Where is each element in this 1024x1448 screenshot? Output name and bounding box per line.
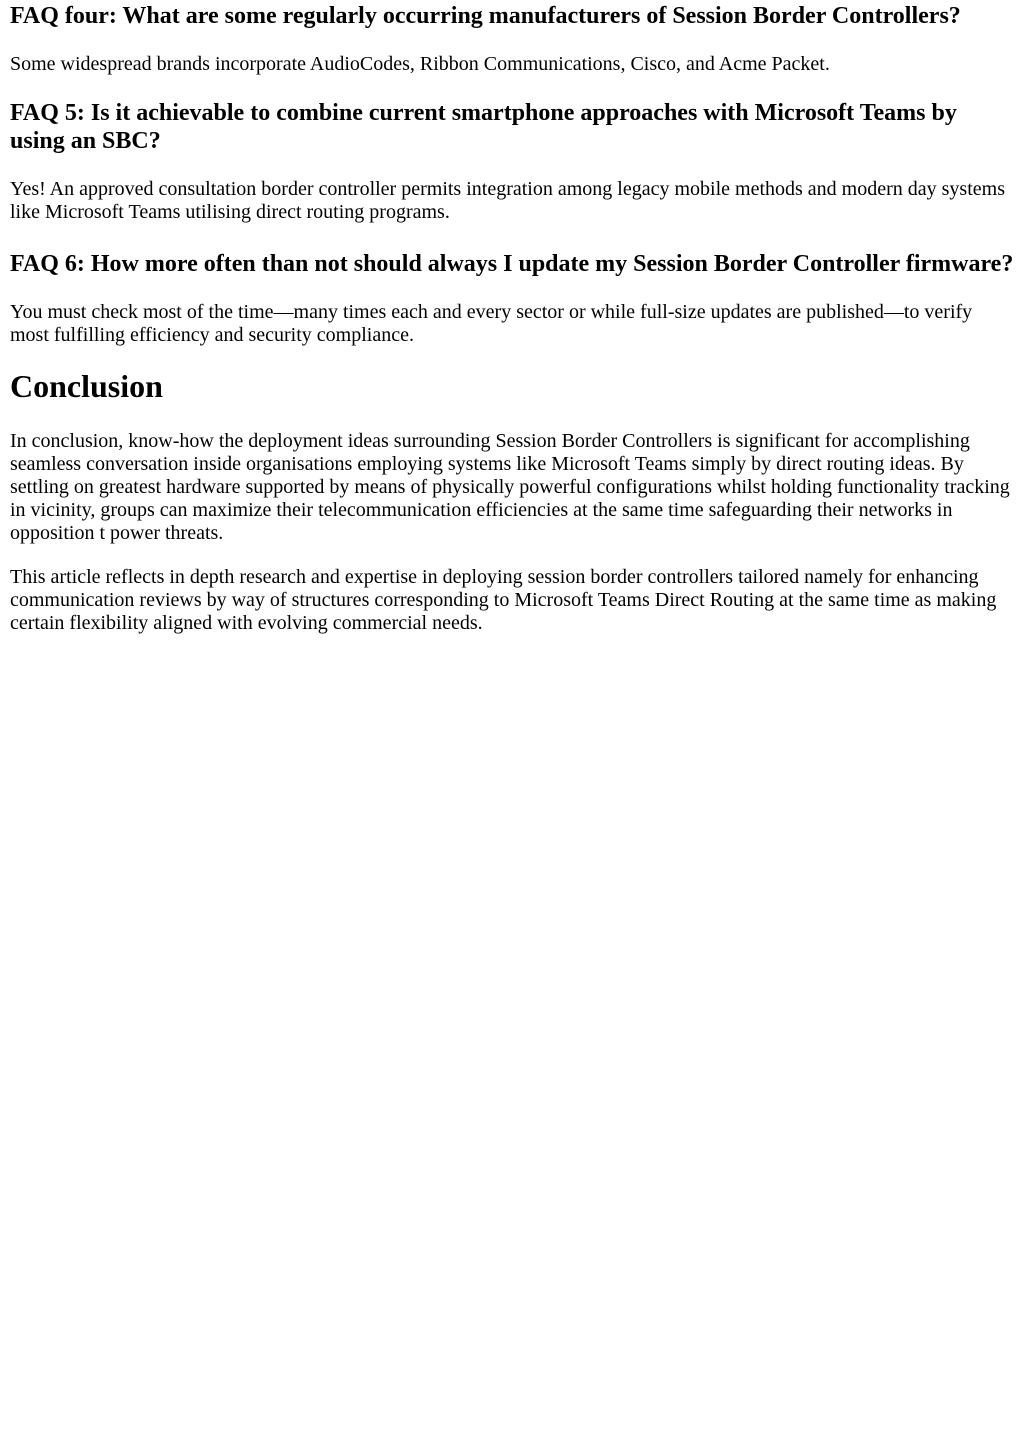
faq-4-answer: Some widespread brands incorporate AudioCodes, Ribbon Communications, Cisco, and Acme Packet.	[10, 53, 830, 75]
faq-5-question: FAQ 5: Is it achievable to combine current smartphone approaches with Microsoft Teams by using an SBC?	[10, 100, 957, 154]
faq-4-question: FAQ four: What are some regularly occurring manufacturers of Session Border Controllers?	[10, 3, 961, 29]
faq-5-answer: Yes! An approved consultation border controller permits integration among legacy mobile methods and modern day systems like Microsoft Teams utilising direct routing programs.	[10, 178, 1005, 223]
article-body	[10, 2, 1014, 635]
conclusion-paragraph-2: This article reflects in depth research and expertise in deploying session border controllers tailored namely for enhancing communication reviews by way of structures corresponding to Microsoft Teams Direct Routing at the same time as making certain flexibility aligned with evolving commercial needs.	[10, 566, 997, 634]
faq-6-question: FAQ 6: How more often than not should always I update my Session Border Controller firmware?	[10, 251, 1014, 277]
conclusion-paragraph-1: In conclusion, know-how the deployment ideas surrounding Session Border Controllers is significant for accomplishing seamless conversation inside organisations employing systems like Microsoft Teams simply by direct routing ideas. By settling on greatest hardware supported by means of physically powerful configurations whilst holding functionality tracking in vicinity, groups can maximize their telecommunication efficiencies at the same time safeguarding their networks in opposition t power threats.	[10, 430, 1010, 544]
conclusion-title: Conclusion	[10, 368, 163, 404]
faq-6-answer: You must check most of the time—many times each and every sector or while full-size updates are published—to verify most fulfilling efficiency and security compliance.	[10, 301, 973, 346]
